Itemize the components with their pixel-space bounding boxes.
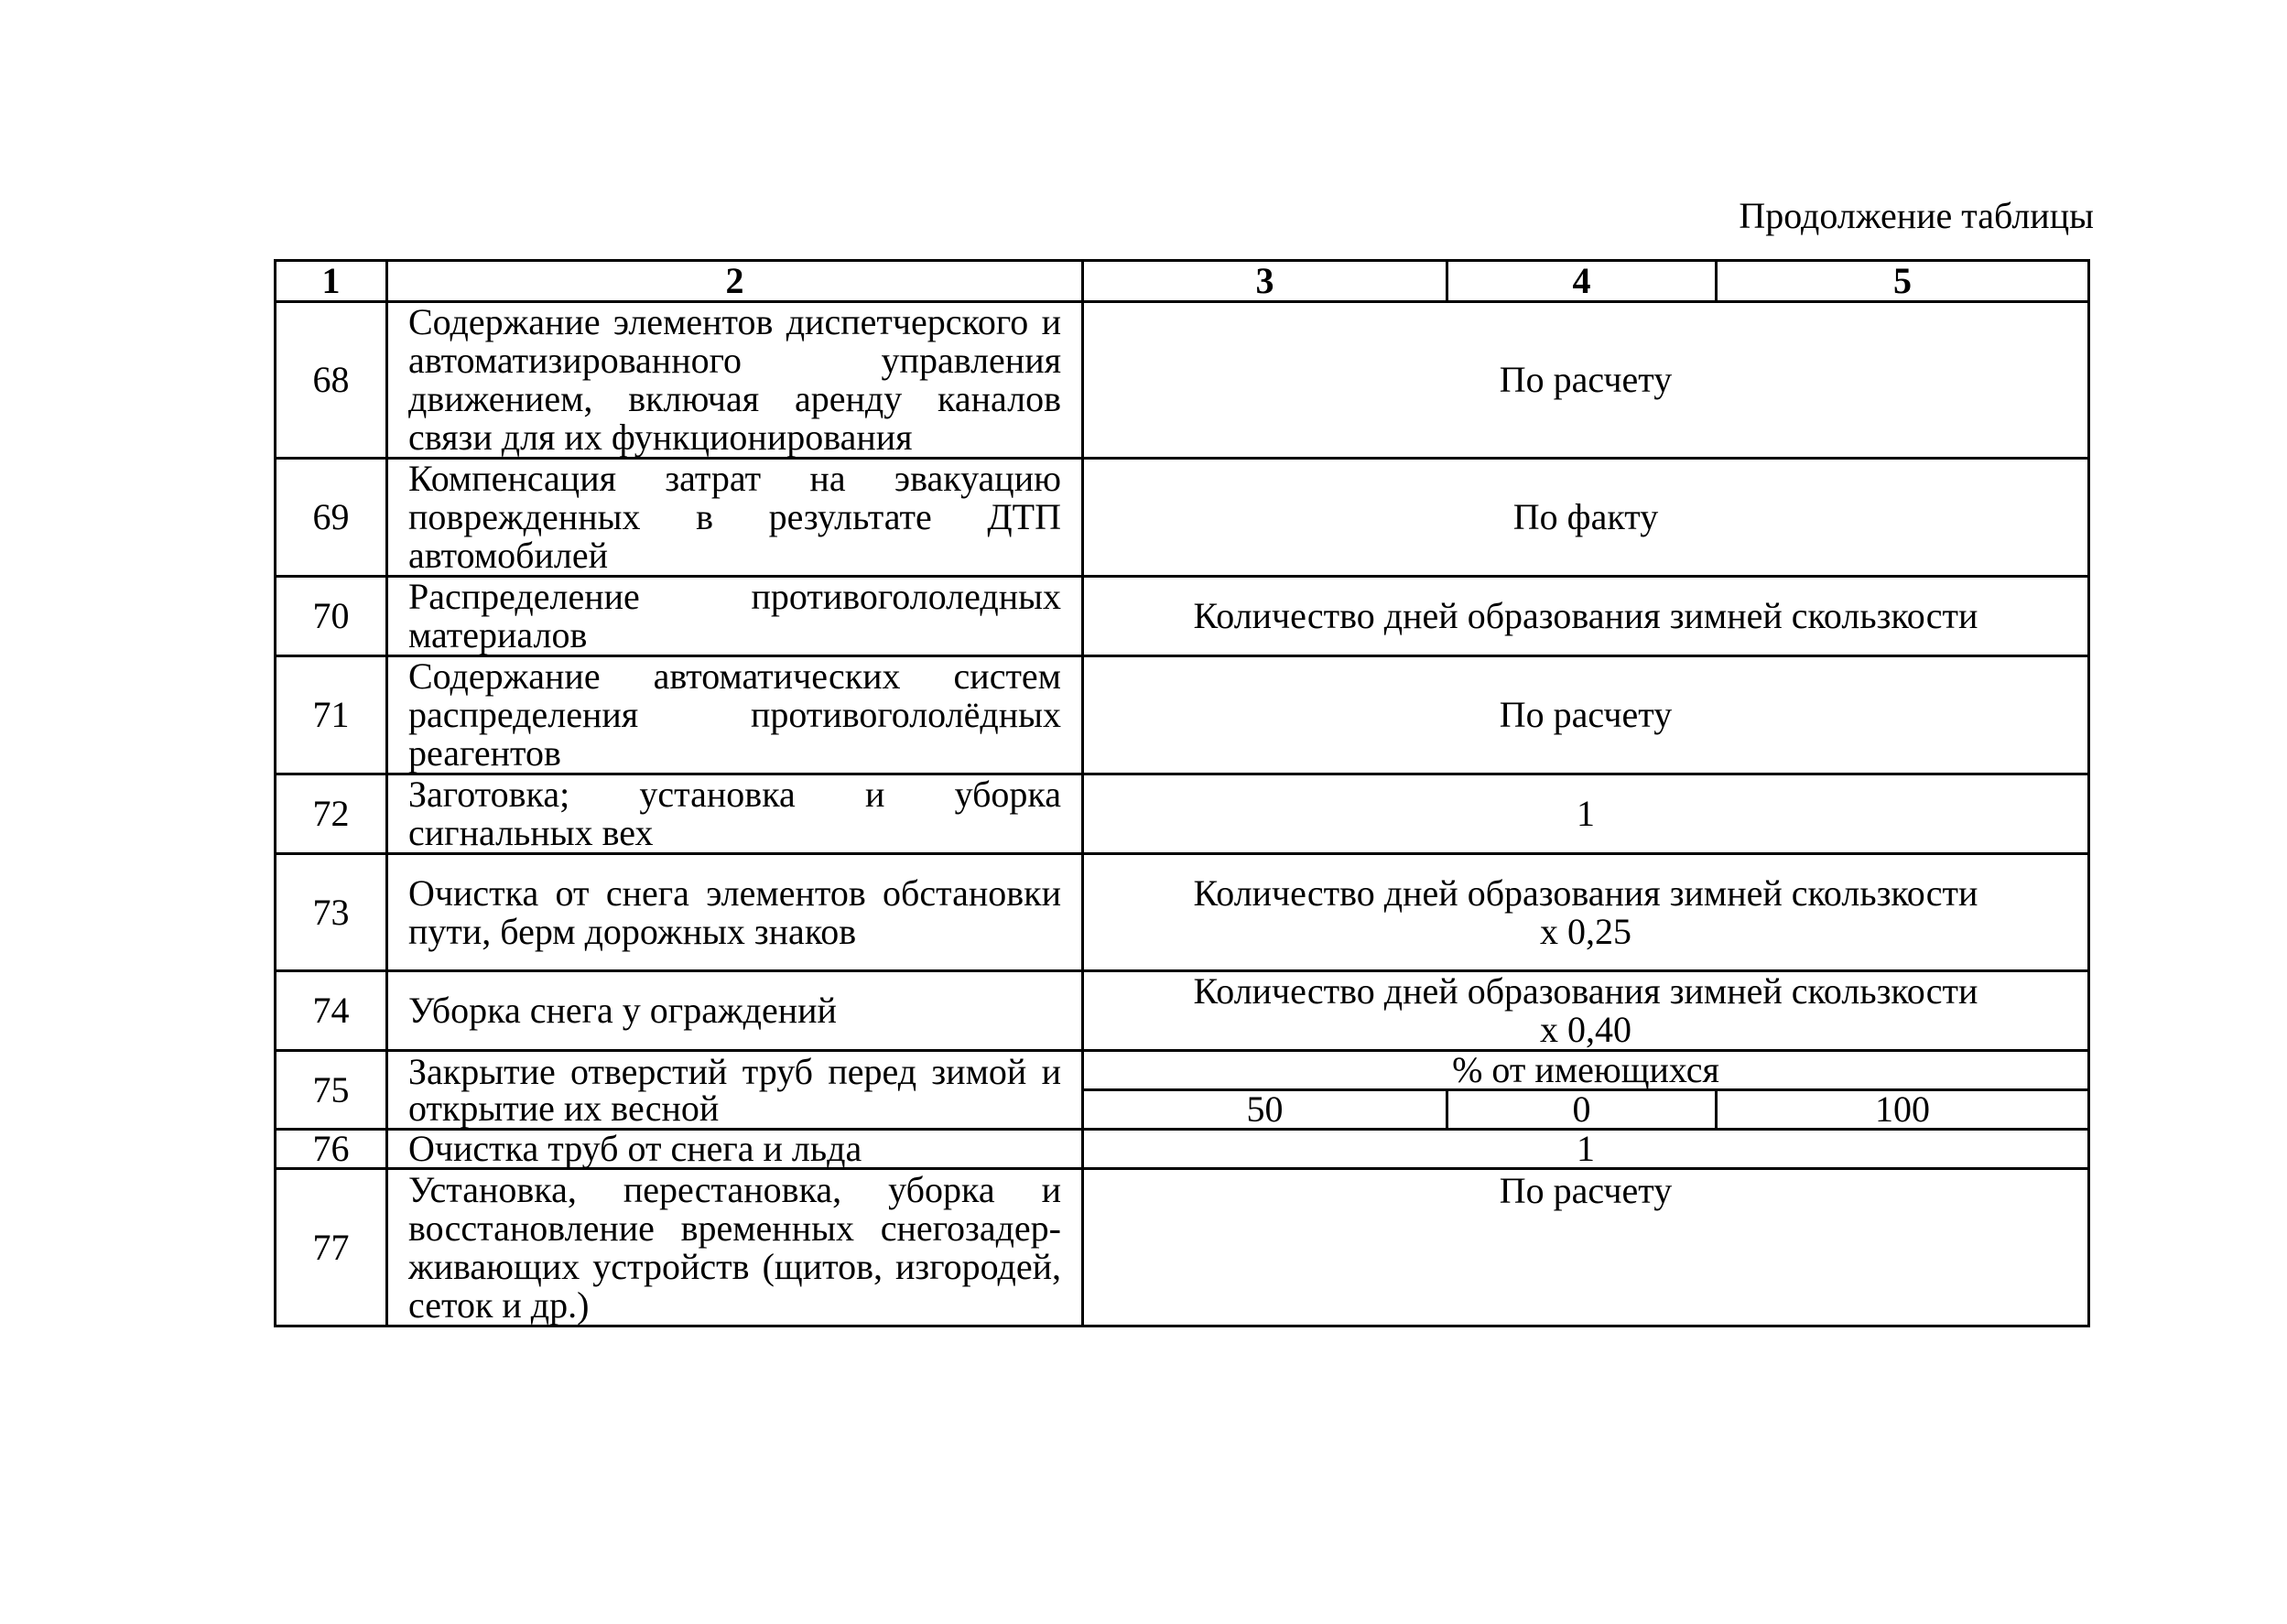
row-description: Компенсация затрат на эвакуацию поврежденных в результате ДТП автомобилей bbox=[387, 459, 1083, 577]
row-number: 75 bbox=[276, 1051, 387, 1130]
table-caption: Продолжение таблицы bbox=[1739, 195, 2094, 236]
row-col-3: 50 bbox=[1083, 1090, 1447, 1130]
row-value-line-1: Количество дней образования зимней скользкости bbox=[1193, 970, 1978, 1012]
row-description: Заготовка; установка и уборка сигнальных вех bbox=[387, 774, 1083, 854]
row-col-4: 0 bbox=[1447, 1090, 1717, 1130]
row-number: 74 bbox=[276, 971, 387, 1051]
table-row bbox=[276, 971, 2089, 1051]
table-row bbox=[276, 1051, 2089, 1090]
header-col-1: 1 bbox=[276, 261, 387, 302]
table-row bbox=[276, 302, 2089, 459]
header-col-2: 2 bbox=[387, 261, 1083, 302]
header-col-3: 3 bbox=[1083, 261, 1447, 302]
row-description: Распределение противогололедных материалов bbox=[387, 577, 1083, 656]
row-number: 77 bbox=[276, 1169, 387, 1326]
row-value bbox=[1083, 854, 2089, 971]
row-value: По расчету bbox=[1083, 1169, 2089, 1326]
row-number: 73 bbox=[276, 854, 387, 971]
row-value: Количество дней образования зимней скользкости bbox=[1083, 577, 2089, 656]
row-value: По расчету bbox=[1083, 302, 2089, 459]
table-row bbox=[276, 1130, 2089, 1169]
row-value: 1 bbox=[1083, 1130, 2089, 1169]
row-description: Содержание автоматических систем распределения противогололёдных реагентов bbox=[387, 656, 1083, 774]
row-description: Очистка от снега элементов обстановки пути, берм дорожных знаков bbox=[387, 854, 1083, 971]
row-value-line-2: х 0,25 bbox=[1540, 910, 1631, 952]
row-value bbox=[1083, 971, 2089, 1051]
row-number: 69 bbox=[276, 459, 387, 577]
row-description: Закрытие отверстий труб перед зимой и открытие их весной bbox=[387, 1051, 1083, 1130]
row-value: По факту bbox=[1083, 459, 2089, 577]
row-description: Содержание элементов диспетчерского и автоматизированного управления движением, включая аренду каналов связи для их функционирования bbox=[387, 302, 1083, 459]
row-number: 71 bbox=[276, 656, 387, 774]
row-number: 70 bbox=[276, 577, 387, 656]
table-row bbox=[276, 854, 2089, 971]
header-col-4: 4 bbox=[1447, 261, 1717, 302]
row-number: 72 bbox=[276, 774, 387, 854]
header-col-5: 5 bbox=[1717, 261, 2089, 302]
norms-table bbox=[274, 259, 2090, 1327]
row-value: По расчету bbox=[1083, 656, 2089, 774]
row-value-line-2: х 0,40 bbox=[1540, 1009, 1631, 1050]
row-value: 1 bbox=[1083, 774, 2089, 854]
table-row bbox=[276, 656, 2089, 774]
row-col-5: 100 bbox=[1717, 1090, 2089, 1130]
row-number: 68 bbox=[276, 302, 387, 459]
table-row bbox=[276, 774, 2089, 854]
table-row bbox=[276, 1169, 2089, 1326]
row-value-line-1: Количество дней образования зимней скользкости bbox=[1193, 872, 1978, 914]
row-number: 76 bbox=[276, 1130, 387, 1169]
table-row bbox=[276, 577, 2089, 656]
row-description: Уборка снега у ограждений bbox=[387, 971, 1083, 1051]
table-header-row bbox=[276, 261, 2089, 302]
table-row bbox=[276, 459, 2089, 577]
row-value: % от имеющихся bbox=[1083, 1051, 2089, 1090]
row-description: Очистка труб от снега и льда bbox=[387, 1130, 1083, 1169]
row-description: Установка, перестановка, уборка и восстановление временных снегозадер-живающих устройств (щитов, изгородей, сеток и др.) bbox=[387, 1169, 1083, 1326]
